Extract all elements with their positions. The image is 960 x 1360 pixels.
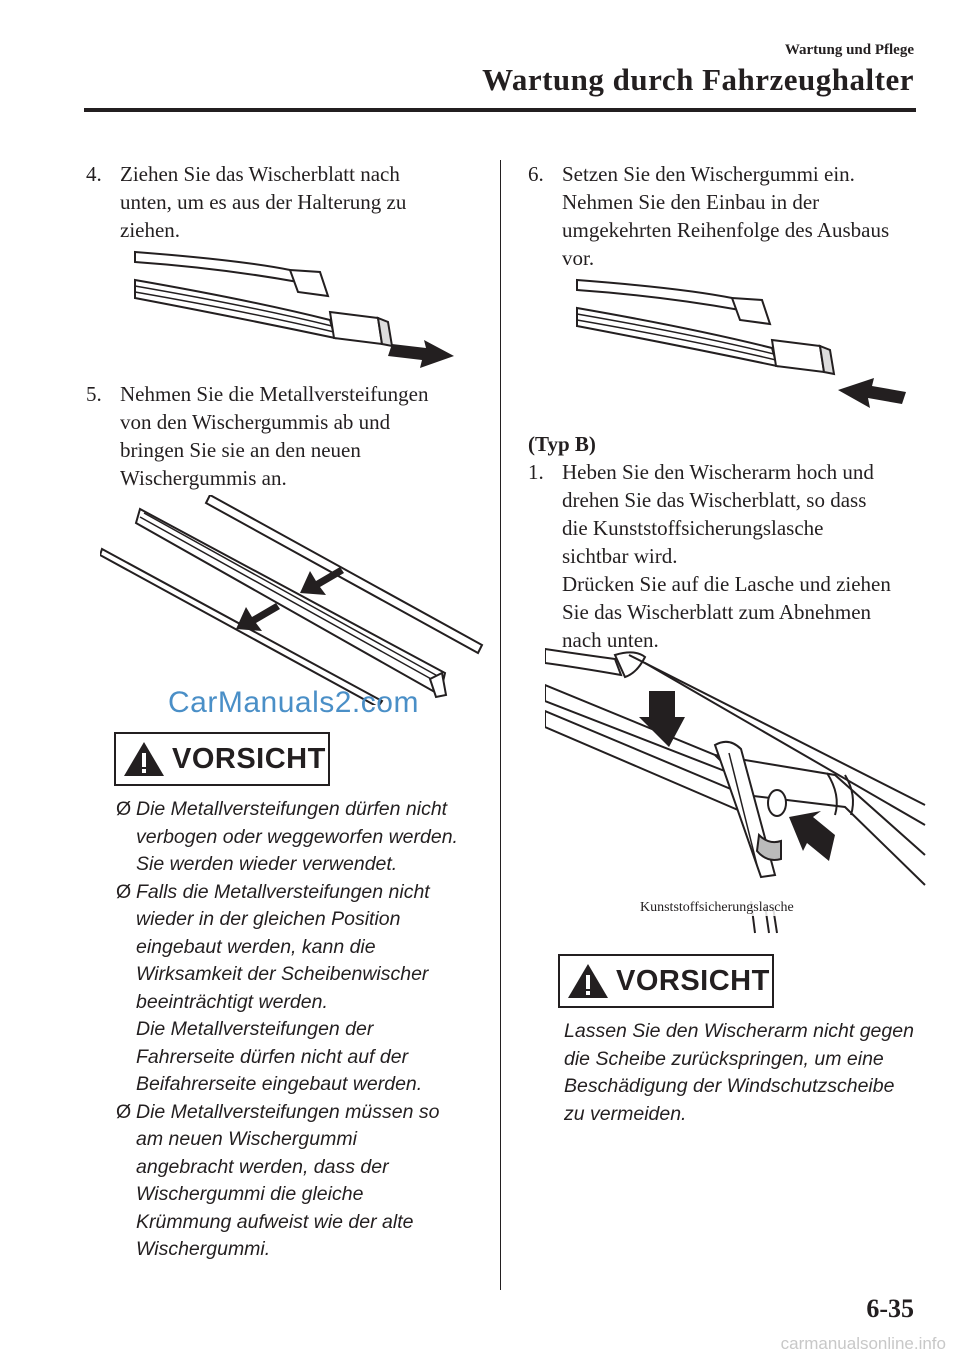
wiper-rubber-install-illustration: [572, 268, 908, 418]
step-text-line: Nehmen Sie den Einbau in der: [562, 190, 820, 214]
step-text-line: ziehen.: [120, 218, 181, 242]
wiper-blade-removal-illustration: [130, 240, 460, 370]
caution-item: [116, 796, 486, 879]
step-number: 6.: [528, 162, 544, 186]
caution-line: am neuen Wischergummi: [136, 1128, 357, 1150]
callout-label: Kunststoffsicherungslasche: [640, 900, 794, 915]
page-title: Wartung durch Fahrzeughalter: [482, 62, 914, 97]
caution-line: angebracht werden, dass der: [136, 1155, 389, 1178]
step-text-line: Sie das Wischerblatt zum Abnehmen: [562, 600, 872, 624]
caution-line: Fahrerseite dürfen nicht auf der: [136, 1045, 409, 1068]
caution-text-right: [564, 1018, 934, 1128]
step-6: [528, 160, 928, 272]
header-rule: [84, 108, 916, 112]
step-text-line: Ziehen Sie das Wischerblatt nach: [120, 162, 400, 186]
caution-line: Beschädigung der Windschutzscheibe: [564, 1075, 895, 1097]
step-text-line: Setzen Sie den Wischergummi ein.: [562, 162, 855, 186]
caution-line: Die Metallversteifungen dürfen nicht: [136, 798, 448, 820]
caution-line: Lassen Sie den Wischerarm nicht gegen: [564, 1020, 914, 1042]
caution-line: Wischergummi die gleiche: [136, 1183, 364, 1205]
caution-line: eingebaut werden, kann die: [136, 935, 376, 958]
type-b-heading: (Typ B): [528, 432, 596, 456]
caution-line: wieder in der gleichen Position: [136, 908, 401, 930]
step-text-line: drehen Sie das Wischerblatt, so dass: [562, 488, 867, 512]
step-number: 4.: [86, 162, 102, 186]
caution-line: Beifahrerseite eingebaut werden.: [136, 1073, 423, 1095]
step-text-line: umgekehrten Reihenfolge des Ausbaus: [562, 218, 890, 242]
step-text-line: bringen Sie sie an den neuen: [120, 438, 361, 462]
caution-list-left: [116, 796, 486, 1264]
plastic-lock-tab-illustration: [545, 645, 930, 935]
caution-item: [116, 879, 486, 1099]
step-number: 1.: [528, 460, 544, 484]
caution-line: die Scheibe zurückspringen, um eine: [564, 1047, 884, 1070]
caution-line: Krümmung aufweist wie der alte: [136, 1210, 414, 1233]
bullet-arrow-icon: Ø: [116, 798, 132, 820]
caution-box-left: [114, 732, 330, 786]
section-label: Wartung und Pflege: [784, 42, 914, 58]
step-text-line: Nehmen Sie die Metallversteifungen: [120, 382, 429, 406]
warning-triangle-icon: [566, 961, 610, 1001]
bullet-arrow-icon: Ø: [116, 880, 132, 903]
caution-box-right: [558, 954, 774, 1008]
step-text-line: von den Wischergummis ab und: [120, 410, 391, 434]
caution-line: Wirksamkeit der Scheibenwischer: [136, 963, 429, 985]
step-text-line: die Kunststoffsicherungslasche: [562, 516, 824, 540]
warning-triangle-icon: [122, 739, 166, 779]
caution-label: VORSICHT: [172, 742, 326, 775]
caution-item: [116, 1099, 486, 1264]
page-number: 6-35: [866, 1294, 914, 1323]
step-text-line: Wischergummis an.: [120, 466, 287, 490]
caution-label: VORSICHT: [616, 964, 770, 997]
caution-line: verbogen oder weggeworfen werden.: [136, 825, 458, 848]
caution-line: Die Metallversteifungen müssen so: [136, 1100, 440, 1123]
caution-line: beeinträchtigt werden.: [136, 990, 328, 1013]
step-text-line: Heben Sie den Wischerarm hoch und: [562, 460, 874, 484]
step-1: [528, 458, 928, 654]
step-number: 5.: [86, 382, 102, 406]
caution-line: zu vermeiden.: [564, 1102, 687, 1125]
step-text-line: vor.: [562, 246, 595, 270]
column-divider: [500, 160, 501, 1290]
watermark: CarManuals2.com: [168, 686, 419, 719]
caution-line: Falls die Metallversteifungen nicht: [136, 880, 430, 903]
step-text-line: sichtbar wird.: [562, 544, 678, 568]
step-text-line: Drücken Sie auf die Lasche und ziehen: [562, 572, 891, 596]
bullet-arrow-icon: Ø: [116, 1100, 132, 1123]
step-5: [86, 380, 486, 492]
step-4: [86, 160, 486, 244]
caution-line: Wischergummi.: [136, 1238, 271, 1260]
footer-site: carmanualsonline.info: [780, 1334, 946, 1353]
metal-stiffener-illustration: [100, 495, 490, 705]
step-text-line: unten, um es aus der Halterung zu: [120, 190, 407, 214]
caution-line: Sie werden wieder verwendet.: [136, 853, 398, 875]
caution-line: Die Metallversteifungen der: [136, 1018, 374, 1040]
step-text-line: nach unten.: [562, 628, 659, 652]
